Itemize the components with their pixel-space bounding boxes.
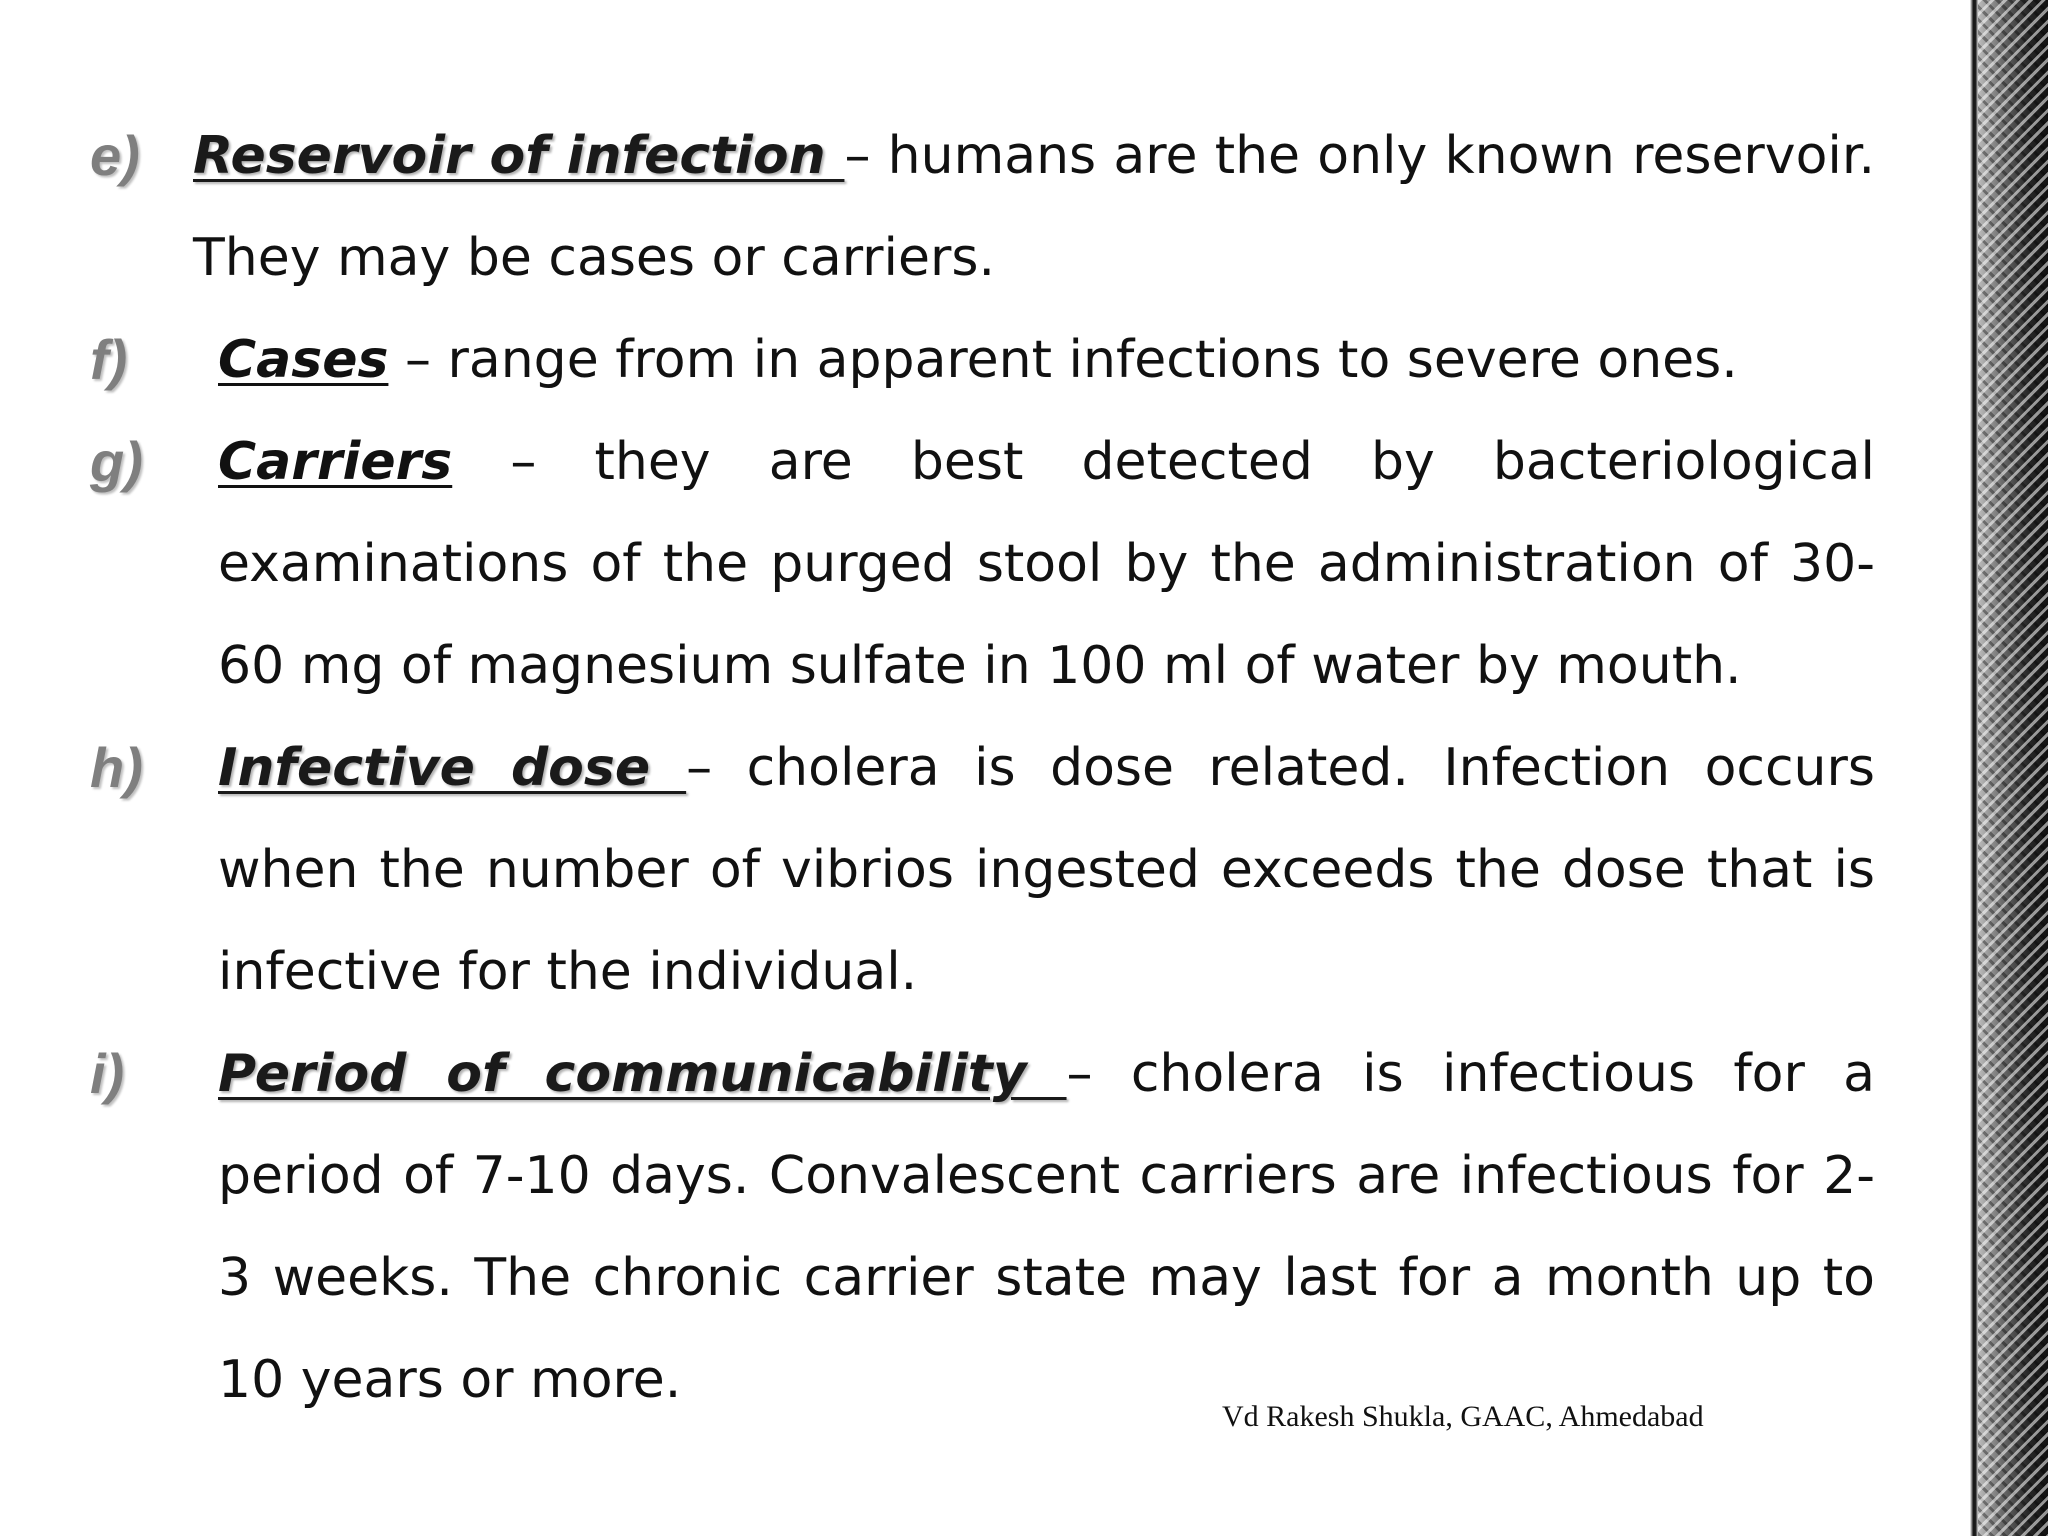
list-marker: e) [90, 124, 140, 187]
list-item-text [218, 309, 1875, 411]
list-marker: h) [90, 736, 143, 799]
list-item-text [218, 411, 1875, 717]
list-item-reservoir [80, 105, 1875, 309]
list-item-cases [80, 309, 1875, 411]
item-body: – they are best detected by bacteriological examinations of the purged stool by the administration of 30-60 mg of magnesium sulfate in 100 ml of water by mouth. [218, 432, 1875, 696]
list-item-text [218, 717, 1875, 1023]
decorative-border-line [1970, 0, 1978, 1536]
list-item-carriers [80, 411, 1875, 717]
list-item-period-of-communicability [80, 1023, 1875, 1431]
term-carriers: Carriers [218, 432, 453, 492]
bullet-list [80, 105, 1875, 1431]
list-item-text [193, 105, 1875, 309]
list-marker: g) [90, 430, 143, 493]
list-item-text [218, 1023, 1875, 1431]
item-body: – cholera is infectious for a period of 7-10 days. Convalescent carriers are infectious for 2-3 weeks. The chronic carrier state may last for a month up to 10 years or more. [218, 1044, 1875, 1410]
author-credit: Vd Rakesh Shukla, GAAC, Ahmedabad [1222, 1400, 1704, 1433]
list-item-infective-dose [80, 717, 1875, 1023]
list-marker: i) [90, 1042, 125, 1105]
term-infective-dose: Infective dose [218, 738, 687, 798]
term-cases: Cases [218, 330, 389, 390]
term-reservoir-of-infection: Reservoir of infection [193, 126, 845, 186]
term-period-of-communicability: Period of communicability [218, 1044, 1067, 1104]
item-body: – humans are the only known reservoir. They may be cases or carriers. [193, 126, 1875, 288]
list-marker: f) [90, 328, 128, 391]
item-body: – range from in apparent infections to severe ones. [388, 330, 1738, 390]
decorative-border-pattern [1978, 0, 2048, 1536]
item-body: – cholera is dose related. Infection occurs when the number of vibrios ingested exceeds the dose that is infective for the individual. [218, 738, 1875, 1002]
